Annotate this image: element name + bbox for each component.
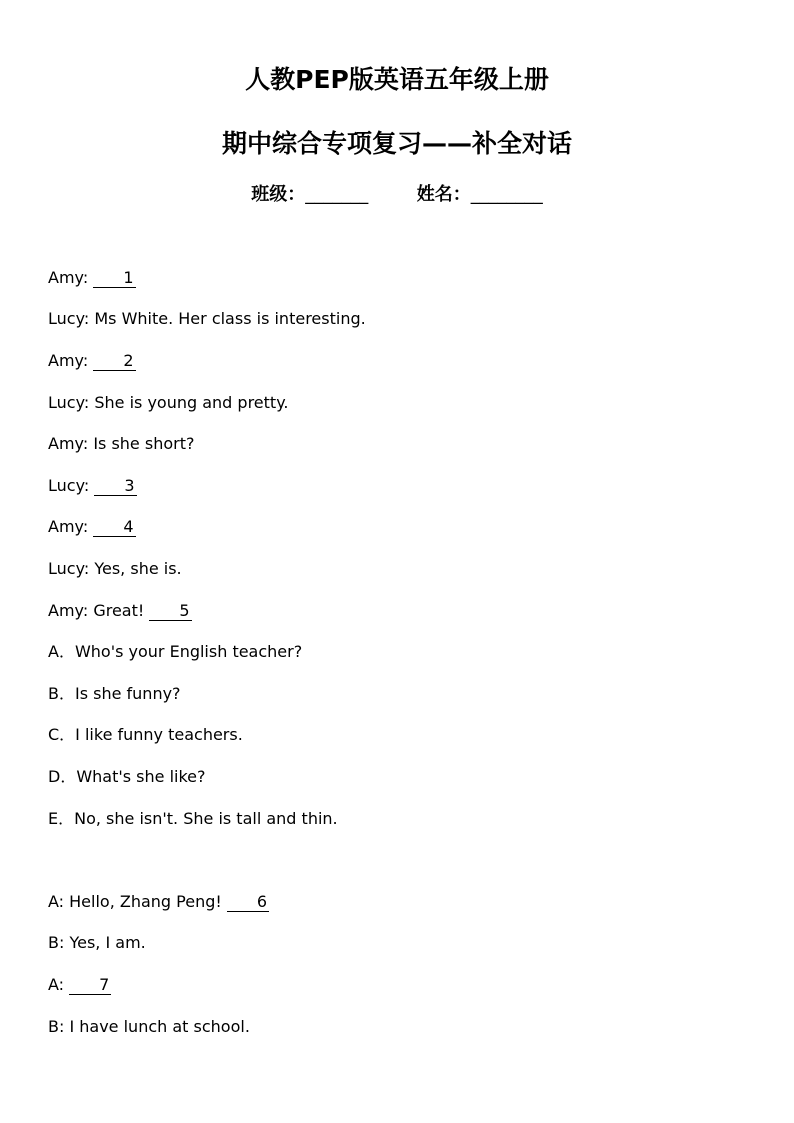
answer-blank-2[interactable]: 2: [93, 352, 135, 371]
dialogue-line: Lucy: Ms White. Her class is interesting.: [48, 309, 366, 328]
dialogue-line: Amy: 2: [48, 351, 134, 370]
name-label: 姓名：: [416, 184, 471, 205]
answer-blank-5[interactable]: 5: [149, 602, 191, 621]
dialogue-line: B: Yes, I am.: [48, 933, 146, 952]
answer-blank-6[interactable]: 6: [227, 893, 269, 912]
option-a: A．Who's your English teacher?: [48, 642, 303, 661]
dialogue-line: A: 7: [48, 975, 110, 994]
dialogue-line: Lucy: Yes, she is.: [48, 559, 182, 578]
option-b: B．Is she funny?: [48, 684, 181, 703]
dialogue-line: A: Hello, Zhang Peng! 6: [48, 892, 268, 911]
dialogue-line: Lucy: 3: [48, 476, 135, 495]
answer-blank-3[interactable]: 3: [94, 477, 136, 496]
option-e: E．No, she isn't. She is tall and thin.: [48, 809, 338, 828]
page-subtitle: 期中综合专项复习——补全对话: [221, 129, 572, 158]
answer-blank-1[interactable]: 1: [93, 269, 135, 288]
answer-blank-7[interactable]: 7: [69, 976, 111, 995]
dialogue-line: Lucy: She is young and pretty.: [48, 393, 289, 412]
class-label: 班级：: [251, 184, 306, 205]
option-d: D．What's she like?: [48, 767, 206, 786]
class-blank[interactable]: _______: [305, 184, 369, 205]
dialogue-line: Amy: 1: [48, 268, 134, 287]
dialogue-line: B: I have lunch at school.: [48, 1017, 250, 1036]
option-c: C．I like funny teachers.: [48, 725, 243, 744]
answer-blank-4[interactable]: 4: [93, 518, 135, 537]
page-title: 人教PEP版英语五年级上册: [245, 65, 549, 94]
dialogue-line: Amy: Is she short?: [48, 434, 195, 453]
dialogue-line: Amy: 4: [48, 517, 134, 536]
dialogue-line: Amy: Great! 5: [48, 601, 190, 620]
name-blank[interactable]: ________: [470, 184, 543, 205]
student-info-row: [0, 182, 794, 208]
